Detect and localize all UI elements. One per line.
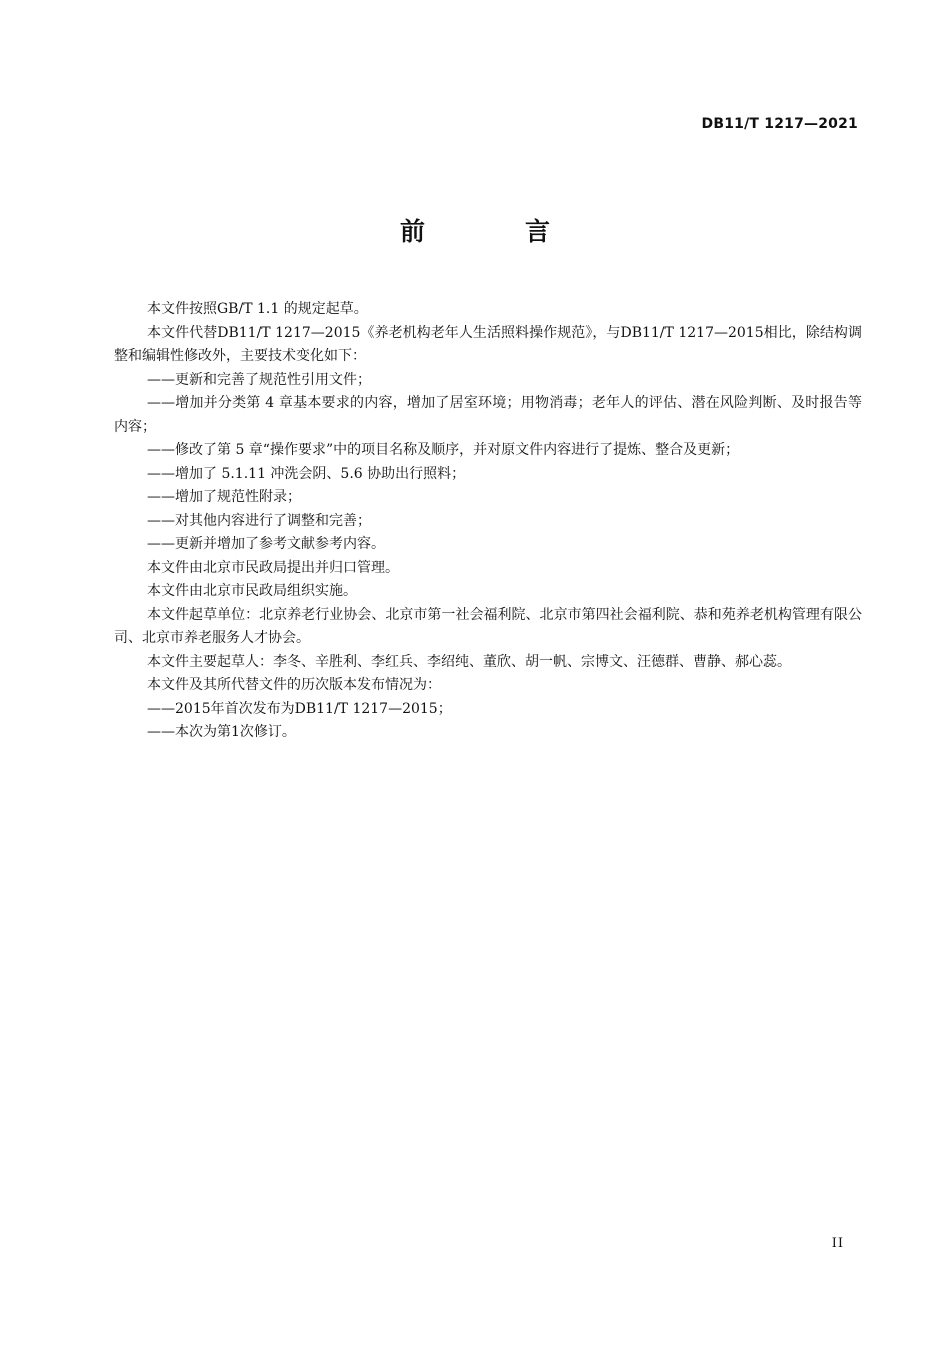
list-item: ——增加并分类第 4 章基本要求的内容，增加了居室环境；用物消毒；老年人的评估、潜在风险判断、及时报告等内容； [114, 395, 862, 435]
list-item: ——增加了规范性附录； [147, 489, 301, 505]
paragraph: 本文件由北京市民政局组织实施。 [147, 583, 357, 599]
heading-char-2: 言 [525, 217, 551, 246]
foreword-body [114, 298, 862, 745]
section-heading [0, 212, 950, 248]
list-item: ——修改了第 5 章“操作要求”中的项目名称及顺序，并对原文件内容进行了提炼、整合及更新； [147, 442, 740, 458]
page-number: II [831, 1236, 844, 1251]
list-item: ——增加了 5.1.11 冲洗会阴、5.6 协助出行照料； [147, 465, 466, 482]
list-item: ——2015年首次发布为DB11/T 1217—2015； [147, 700, 452, 717]
list-item: ——更新和完善了规范性引用文件； [147, 371, 371, 388]
document-id: DB11/T 1217—2021 [701, 116, 858, 132]
paragraph: 本文件及其所代替文件的历次版本发布情况为： [147, 677, 441, 693]
paragraph: 本文件主要起草人：李冬、辛胜利、李红兵、李绍纯、董欣、胡一帆、宗博文、汪德群、曹静、郝心蕊。 [147, 653, 791, 670]
heading-char-1: 前 [399, 217, 425, 246]
paragraph: 本文件起草单位：北京养老行业协会、北京市第一社会福利院、北京市第四社会福利院、恭和苑养老机构管理有限公司、北京市养老服务人才协会。 [114, 606, 862, 646]
list-item: ——对其他内容进行了调整和完善； [147, 512, 371, 529]
list-item: ——更新并增加了参考文献参考内容。 [147, 536, 385, 552]
paragraph: 本文件代替DB11/T 1217—2015《养老机构老年人生活照料操作规范》，与DB11/T 1217—2015相比，除结构调整和编辑性修改外，主要技术变化如下： [114, 324, 862, 364]
list-item: ——本次为第1次修订。 [147, 724, 296, 740]
paragraph: 本文件由北京市民政局提出并归口管理。 [147, 559, 399, 576]
paragraph: 本文件按照GB/T 1.1 的规定起草。 [147, 301, 368, 317]
